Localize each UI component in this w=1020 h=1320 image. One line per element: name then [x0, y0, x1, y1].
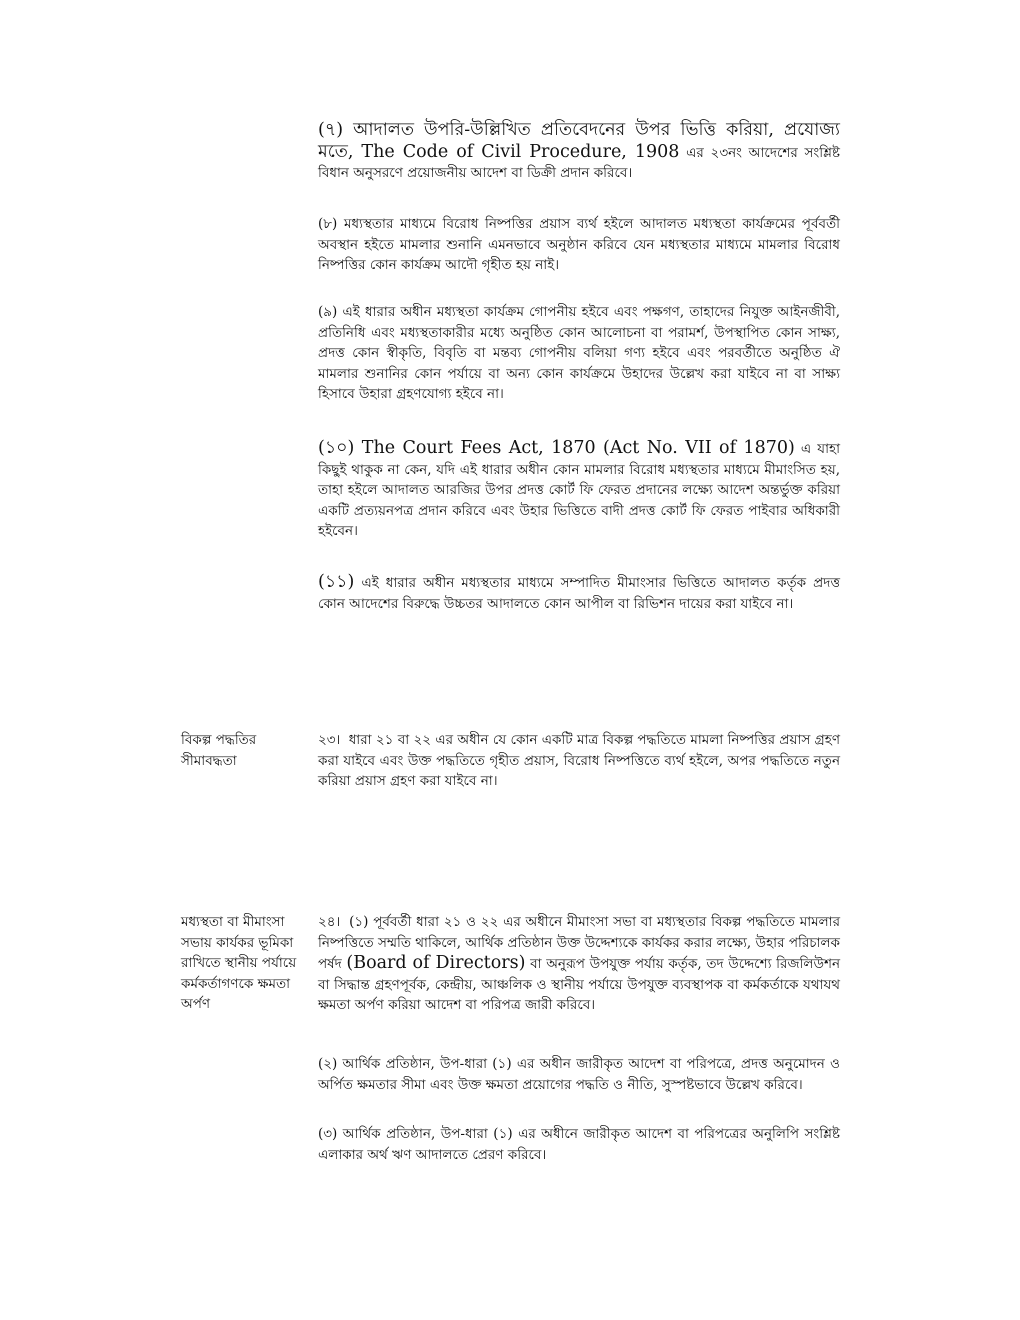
subsection-10-lead: (১০) The Court Fees Act, 1870 (Act No. VII of 1870): [318, 438, 795, 458]
subsection-11: [318, 572, 840, 614]
board-of-directors: (Board of Directors): [346, 953, 526, 973]
section-23-number: ২৩।: [318, 732, 341, 748]
section-24-side-note: মধ্যস্থতা বা মীমাংসা সভায় কার্যকর ভূমিকা রাখিতে স্থানীয় পর্যায়ে কর্মকর্তাগণকে ক্ষমতা অর্পণ: [181, 914, 297, 1012]
subsection-7: [318, 120, 840, 184]
section-24-subsection-1-text-b: বা অনুরূপ উপযুক্ত পর্যায় কর্তৃক, তদ উদ্দেশ্যে রিজলিউশন বা সিদ্ধান্ত গ্রহণপূর্বক, কেন্দ্রীয়, আঞ্চলিক ও স্থানীয় পর্যায়ে উপযুক্ত ব্যবস্থাপক বা কর্মকর্তাকে যথাযথ ক্ষমতা অর্পণ করিয়া আদেশ বা পরিপত্র জারী করিবে।: [318, 956, 841, 1013]
section-24-subsection-1: [318, 912, 840, 1016]
subsection-8: (৮) মধ্যস্থতার মাধ্যমে বিরোধ নিষ্পত্তির প্রয়াস ব্যর্থ হইলে আদালত মধ্যস্থতা কার্যক্রমের পূর্ববর্তী অবস্থান হইতে মামলার শুনানি এমনভাবে অনুষ্ঠান করিবে যেন মধ্যস্থতার মাধ্যমে মামলার বিরোধ নিষ্পত্তির কোন কার্যক্রম আদৌ গৃহীত হয় নাই।: [318, 216, 840, 273]
section-24-subsection-1-text-a: (১) পূর্ববর্তী ধারা ২১ ও ২২ এর অধীনে মীমাংসা সভা বা মধ্যস্থতার বিকল্প পদ্ধতিতে মামলার নিষ্পত্তিতে সম্মতি থাকিলে, আর্থিক প্রতিষ্ঠান উক্ত উদ্দেশ্যকে কার্যকর করার লক্ষ্যে, উহার পরিচালক পর্ষদ: [318, 914, 841, 972]
subsection-11-text: এই ধারার অধীন মধ্যস্থতার মাধ্যমে সম্পাদিত মীমাংসার ভিত্তিতে আদালত কর্তৃক প্রদত্ত কোন আদেশের বিরুদ্ধে উচ্চতর আদালতে কোন আপীল বা রিভিশন দায়ের করা যাইবে না।: [318, 575, 840, 612]
subsection-10: [318, 438, 840, 542]
section-23-side-note: বিকল্প পদ্ধতির সীমাবদ্ধতা: [181, 732, 257, 769]
section-24-subsection-3: (৩) আর্থিক প্রতিষ্ঠান, উপ-ধারা (১) এর অধীনে জারীকৃত আদেশ বা পরিপত্রের অনুলিপি সংশ্লিষ্ট এলাকার অর্থ ঋণ আদালতে প্রেরণ করিবে।: [318, 1126, 840, 1163]
section-24-number: ২৪।: [318, 914, 341, 930]
section-23: [318, 730, 840, 792]
section-23-text: ধারা ২১ বা ২২ এর অধীন যে কোন একটি মাত্র বিকল্প পদ্ধতিতে মামলা নিষ্পত্তির প্রয়াস গ্রহণ করা যাইবে এবং উক্ত পদ্ধতিতে গৃহীত প্রয়াস, বিরোধ নিষ্পত্তিতে ব্যর্থ হইলে, অপর পদ্ধতিতে নতুন করিয়া প্রয়াস গ্রহণ করা যাইবে না।: [318, 732, 840, 789]
section-24-subsection-2: (২) আর্থিক প্রতিষ্ঠান, উপ-ধারা (১) এর অধীন জারীকৃত আদেশ বা পরিপত্রে, প্রদত্ত অনুমোদন ও অর্পিত ক্ষমতার সীমা এবং উক্ত ক্ষমতা প্রয়োগের পদ্ধতি ও নীতি, সুস্পষ্টভাবে উল্লেখ করিবে।: [318, 1056, 840, 1093]
subsection-11-lead: (১১): [318, 572, 355, 592]
subsection-7-text: এর ২৩নং আদেশের সংশ্লিষ্ট বিধান অনুসরণে প্রয়োজনীয় আদেশ বা ডিক্রী প্রদান করিবে।: [318, 144, 841, 181]
subsection-10-text: এ যাহা কিছুই থাকুক না কেন, যদি এই ধারার অধীন কোন মামলার বিরোধ মধ্যস্থতার মাধ্যমে মীমাংসিত হয়, তাহা হইলে আদালত আরজির উপর প্রদত্ত কোর্ট ফি ফেরত প্রদানের লক্ষ্যে আদেশ অন্তর্ভুক্ত করিয়া একটি প্রত্যয়নপত্র প্রদান করিবে এবং উহার ভিত্তিতে বাদী প্রদত্ত কোর্ট ফি ফেরত পাইবার অধিকারী হইবেন।: [318, 441, 841, 539]
subsection-9: (৯) এই ধারার অধীন মধ্যস্থতা কার্যক্রম গোপনীয় হইবে এবং পক্ষগণ, তাহাদের নিযুক্ত আইনজীবী, প্রতিনিধি এবং মধ্যস্থতাকারীর মধ্যে অনুষ্ঠিত কোন আলোচনা বা পরামর্শ, উপস্থাপিত কোন সাক্ষ্য, প্রদত্ত কোন স্বীকৃতি, বিবৃতি বা মন্তব্য গোপনীয় বলিয়া গণ্য হইবে এবং পরবর্তীতে অনুষ্ঠিত ঐ মামলার শুনানির কোন পর্যায়ে বা অন্য কোন কার্যক্রমে উহাদের উল্লেখ করা যাইবে না বা সাক্ষ্য হিসাবে উহারা গ্রহণযোগ্য হইবে না।: [318, 304, 840, 402]
subsection-7-lead: (৭) আদালত উপরি-উল্লিখিত প্রতিবেদনের উপর ভিত্তি করিয়া, প্রযোজ্য মতে, The Code of Civil Procedure, 1908: [318, 120, 840, 162]
